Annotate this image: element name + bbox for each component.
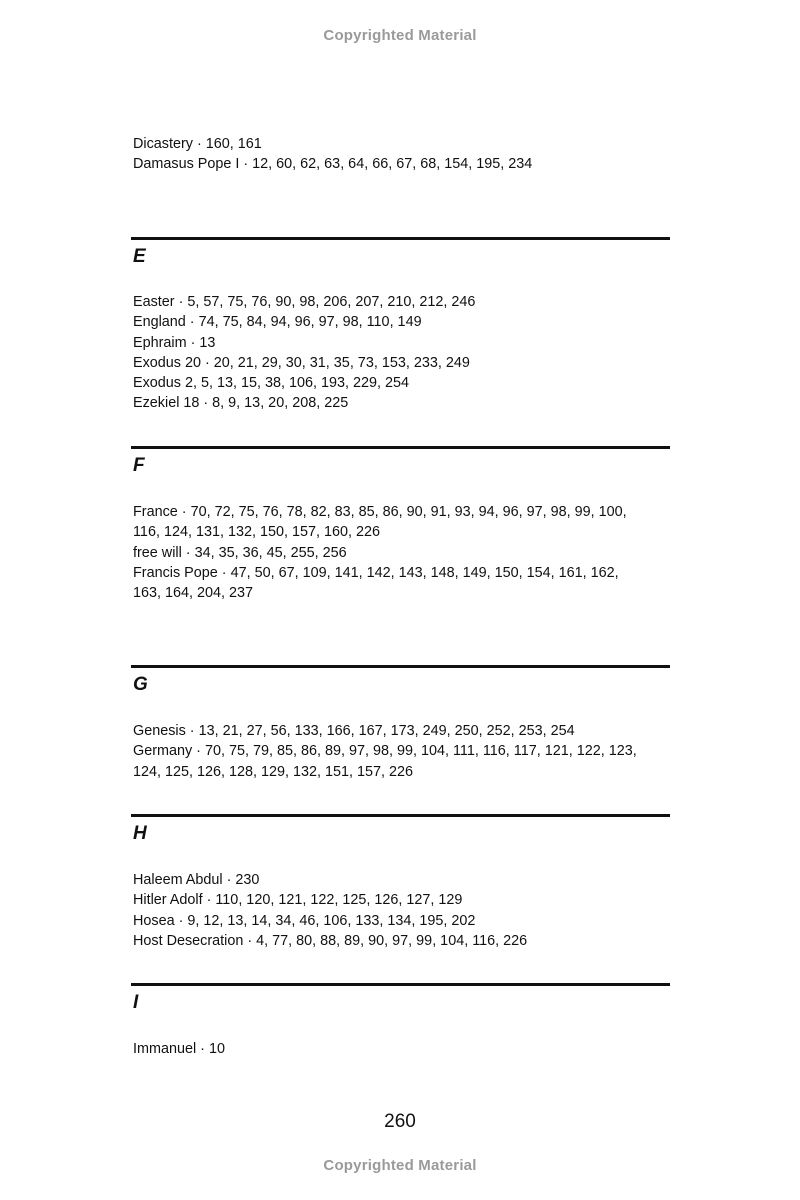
watermark-top: Copyrighted Material bbox=[323, 27, 477, 44]
section-f bbox=[131, 446, 670, 602]
section-letter: G bbox=[133, 674, 148, 695]
section-h bbox=[131, 814, 670, 949]
entry-line: Germany · 70, 75, 79, 85, 86, 89, 97, 98, 99, 104, 111, 116, 117, 121, 122, 123, bbox=[133, 743, 637, 760]
section-letter: H bbox=[133, 823, 147, 844]
section-entries bbox=[131, 502, 670, 603]
entry-line-continuation: 163, 164, 204, 237 bbox=[133, 585, 254, 602]
section-letter: I bbox=[133, 992, 139, 1013]
entry-line: Host Desecration · 4, 77, 80, 88, 89, 90, 97, 99, 104, 116, 226 bbox=[133, 932, 528, 949]
index-entry bbox=[131, 890, 670, 910]
index-entry bbox=[131, 870, 670, 890]
entry-line-continuation: 124, 125, 126, 128, 129, 132, 151, 157, 226 bbox=[133, 763, 414, 780]
section-entries bbox=[131, 292, 670, 414]
section-divider bbox=[131, 446, 670, 449]
index-entry bbox=[131, 373, 670, 393]
section-entries bbox=[131, 721, 670, 782]
entry-line: Immanuel · 10 bbox=[133, 1041, 225, 1057]
section-entries bbox=[131, 1039, 670, 1059]
section-i bbox=[131, 983, 670, 1057]
entry-line: Genesis · 13, 21, 27, 56, 133, 166, 167, 173, 249, 250, 252, 253, 254 bbox=[133, 723, 575, 739]
entry-line: Francis Pope · 47, 50, 67, 109, 141, 142, 143, 148, 149, 150, 154, 161, 162, bbox=[133, 564, 619, 581]
index-entry-damasus: Damasus Pope I · 12, 60, 62, 63, 64, 66, 67, 68, 154, 195, 234 bbox=[133, 156, 533, 173]
section-divider bbox=[131, 665, 670, 668]
entry-line: Haleem Abdul · 230 bbox=[133, 872, 260, 888]
section-divider bbox=[131, 983, 670, 986]
index-entry bbox=[131, 393, 670, 413]
entry-line: Hitler Adolf · 110, 120, 121, 122, 125, 126, 127, 129 bbox=[133, 892, 463, 909]
index-entry-dicastery: Dicastery · 160, 161 bbox=[133, 136, 262, 152]
index-entry bbox=[131, 721, 670, 741]
index-entry bbox=[131, 741, 670, 782]
entry-line: free will · 34, 35, 36, 45, 255, 256 bbox=[133, 544, 347, 561]
section-e bbox=[131, 237, 670, 412]
index-entry bbox=[131, 292, 670, 312]
index-entry bbox=[131, 931, 670, 951]
entry-line: Exodus 2, 5, 13, 15, 38, 106, 193, 229, 254 bbox=[133, 375, 410, 392]
section-divider bbox=[131, 814, 670, 817]
continued-entries bbox=[131, 134, 670, 175]
index-entry bbox=[131, 563, 670, 604]
index-entry bbox=[131, 911, 670, 931]
section-divider bbox=[131, 237, 670, 240]
section-entries bbox=[131, 870, 670, 951]
entry-line: France · 70, 72, 75, 76, 78, 82, 83, 85, 86, 90, 91, 93, 94, 96, 97, 98, 99, 100, bbox=[133, 504, 627, 520]
index-entry bbox=[131, 353, 670, 373]
section-letter: F bbox=[133, 455, 145, 476]
index-entry bbox=[131, 543, 670, 563]
section-letter: E bbox=[133, 246, 146, 267]
index-entry bbox=[131, 312, 670, 332]
page-number: 260 bbox=[384, 1111, 416, 1132]
index-entry bbox=[131, 502, 670, 543]
entry-line: Ezekiel 18 · 8, 9, 13, 20, 208, 225 bbox=[133, 395, 349, 412]
watermark-bottom: Copyrighted Material bbox=[323, 1157, 477, 1174]
entry-line: Hosea · 9, 12, 13, 14, 34, 46, 106, 133, 134, 195, 202 bbox=[133, 912, 476, 929]
section-g bbox=[131, 665, 670, 780]
index-entry bbox=[131, 1039, 670, 1059]
entry-line-continuation: 116, 124, 131, 132, 150, 157, 160, 226 bbox=[133, 524, 380, 541]
entry-line: Ephraim · 13 bbox=[133, 334, 216, 351]
entry-line: England · 74, 75, 84, 94, 96, 97, 98, 110, 149 bbox=[133, 314, 422, 331]
entry-line: Easter · 5, 57, 75, 76, 90, 98, 206, 207, 210, 212, 246 bbox=[133, 294, 476, 310]
entry-line: Exodus 20 · 20, 21, 29, 30, 31, 35, 73, 153, 233, 249 bbox=[133, 354, 470, 371]
index-entry bbox=[131, 333, 670, 353]
